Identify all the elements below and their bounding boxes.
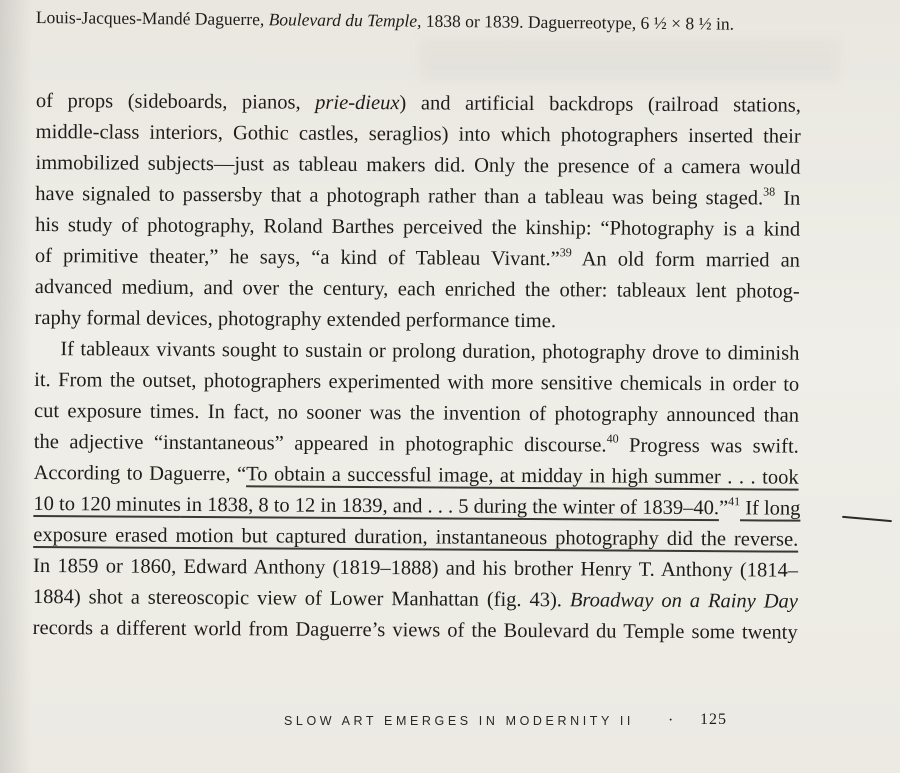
footnote-ref-38: 38: [763, 184, 776, 199]
text-line-1: of props (sideboards, pianos, prie-dieux) and artificial backdrops (railroad stations,: [35, 89, 801, 117]
text-line-3: immobilized subjects—just as tableau makers did. Only the presence of a camera would: [35, 151, 801, 179]
page-number: 125: [700, 711, 727, 728]
text-line-4: have signaled to passersby that a photograph rather than a tableau was being staged.$^{38}$ In: [35, 182, 801, 210]
text-line-14: 10 to 120 minutes in 1838, 8 to 12 in 1839, and . . . 5 during the winter of 1839–40.”$^{41}$ If long: [33, 492, 801, 520]
footnote-ref-40: 40: [606, 431, 619, 446]
text-line-11: cut exposure times. In fact, no sooner was the invention of photography announced than: [33, 399, 800, 427]
text-line-9: If tableaux vivants sought to sustain or prolong duration, photography drove to diminish: [60, 338, 800, 365]
figure-caption: [36, 6, 734, 35]
footnote-ref-39: 39: [559, 245, 572, 260]
underlined-sentence-start: If long: [740, 497, 801, 520]
text-line-7: advanced medium, and over the century, each enriched the other: tableaux lent photog-: [34, 275, 800, 303]
italic-term: prie-dieux: [315, 91, 400, 115]
caption-work-title: Boulevard du Temple,: [268, 9, 422, 31]
text-line-12: the adjective “instantaneous” appeared in photographic discourse.$^{40}$ Progress was swift.: [33, 430, 799, 458]
text-line-13: According to Daguerre, “To obtain a successful image, at midday in high summer . . . took: [33, 461, 799, 489]
underlined-sentence: exposure erased motion but captured duration, instantaneous photography did the reverse.: [33, 523, 799, 551]
footer-separator: ·: [668, 712, 674, 729]
text-line-10: it. From the outset, photographers experimented with more sensitive chemicals in order to: [34, 368, 800, 396]
italic-figure-title: Broadway on a Rainy Day: [569, 589, 798, 613]
underlined-quote: To obtain a successful image, at midday in high summer . . . took: [246, 463, 799, 489]
body-text: [33, 86, 801, 649]
underlined-quote-3: in 1838, 8 to 12 in 1839, and . . . 5 during the winter of 1839–40.: [180, 493, 720, 520]
footnote-ref-41: 41: [728, 494, 741, 509]
text-line-2: middle-class interiors, Gothic castles, seraglios) into which photographers inserted their: [35, 120, 801, 148]
page-gutter-shadow: [0, 0, 32, 773]
show-through-text: [420, 40, 840, 80]
running-footer-title: SLOW ART EMERGES IN MODERNITY II: [284, 714, 634, 728]
caption-author: Louis-Jacques-Mandé Daguerre,: [35, 6, 265, 30]
text-line-15: [33, 520, 798, 556]
margin-pencil-mark: [842, 516, 892, 522]
text-line-5: his study of photography, Roland Barthes perceived the kinship: “Photography is a kind: [35, 213, 801, 241]
underlined-quote-2: 10 to 120 minutes: [33, 492, 181, 516]
text-line-16: In 1859 or 1860, Edward Anthony (1819–1888) and his brother Henry T. Anthony (1814–: [33, 554, 799, 582]
caption-details: 1838 or 1839. Daguerreotype, 6 ½ × 8 ½ in.: [425, 10, 735, 34]
text-line-18: records a different world from Daguerre’s views of the Boulevard du Temple some twenty: [32, 616, 798, 644]
text-line-6: of primitive theater,” he says, “a kind of Tableau Vivant.”$^{39}$ An old form married an: [34, 244, 801, 272]
text-line-8: raphy formal devices, photography extended performance time.: [34, 306, 557, 333]
text-line-17: 1884) shot a stereoscopic view of Lower Manhattan (fig. 43). Broadway on a Rainy Day: [32, 585, 798, 613]
